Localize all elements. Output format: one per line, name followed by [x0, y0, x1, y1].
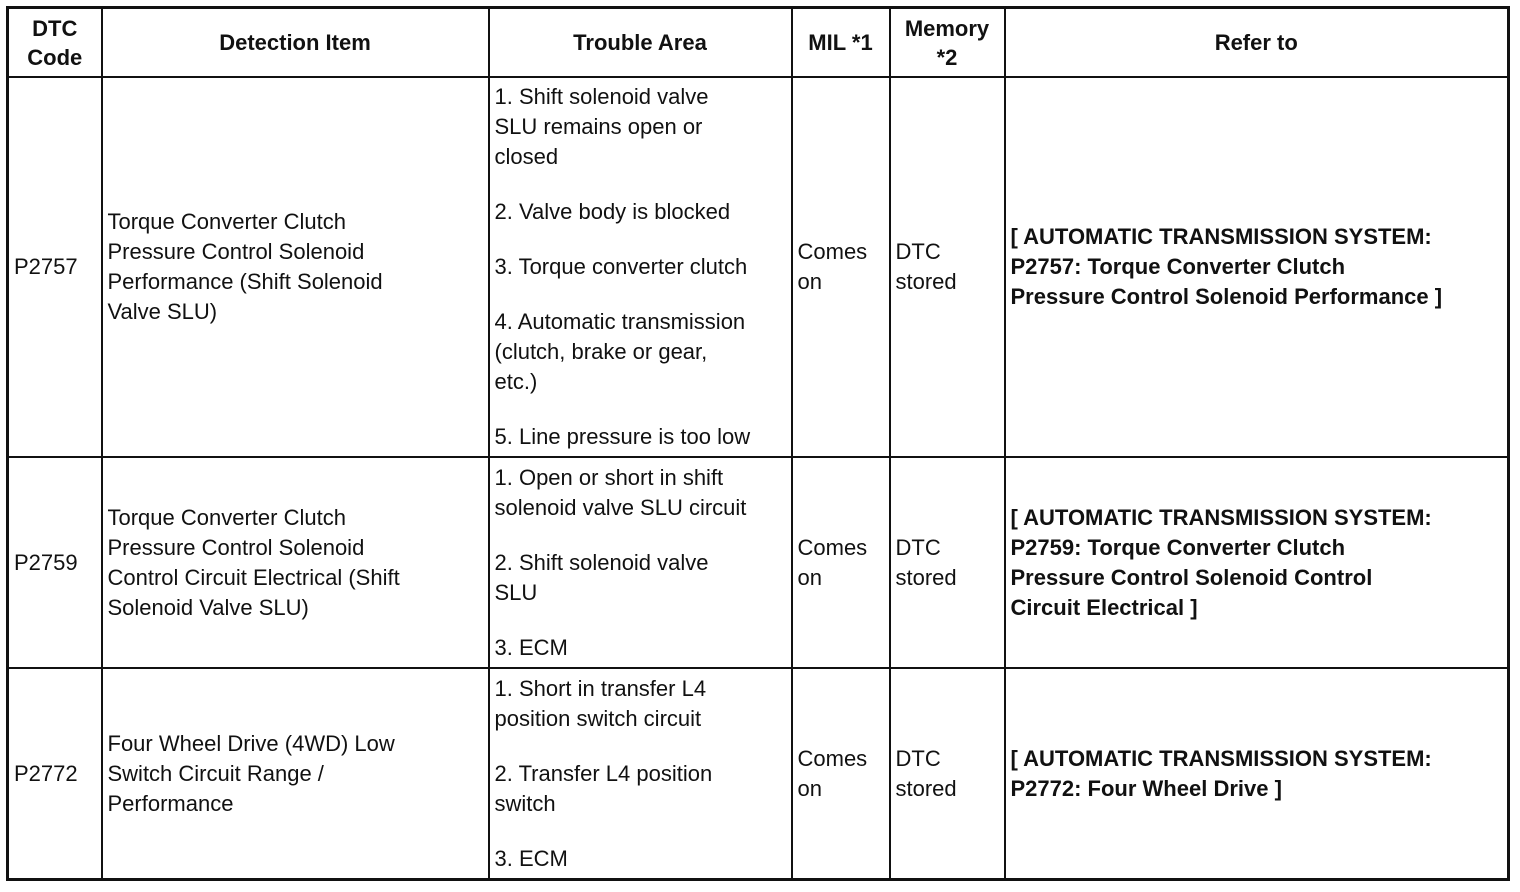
header-detection-item: Detection Item — [102, 8, 489, 78]
table-header-row — [8, 8, 1509, 78]
trouble-area-item: 3. Torque converter clutch — [494, 254, 748, 279]
trouble-area-item: 1. Short in transfer L4 position switch circuit — [494, 675, 707, 731]
dtc-code-cell: P2759 — [8, 457, 102, 668]
trouble-area-item: 2. Shift solenoid valve SLU — [494, 549, 709, 605]
trouble-area-cell — [489, 457, 792, 668]
table-row — [8, 668, 1509, 880]
trouble-area-item: 2. Valve body is blocked — [494, 199, 731, 224]
header-trouble-area: Trouble Area — [489, 8, 792, 78]
trouble-area-cell — [489, 77, 792, 457]
dtc-table — [6, 6, 1510, 881]
trouble-area-item: 3. ECM — [494, 634, 568, 660]
dtc-table-wrapper — [6, 6, 1510, 881]
dtc-code-cell: P2772 — [8, 668, 102, 880]
header-mil: MIL *1 — [792, 8, 890, 78]
trouble-area-list — [495, 674, 787, 874]
trouble-area-item: 4. Automatic transmission (clutch, brake or gear, etc.) — [494, 309, 746, 394]
mil-cell: Comes on — [792, 77, 890, 457]
table-row — [8, 457, 1509, 668]
header-refer-to: Refer to — [1005, 8, 1509, 78]
mil-cell: Comes on — [792, 457, 890, 668]
refer-to-link[interactable]: [ AUTOMATIC TRANSMISSION SYSTEM: P2772: Four Wheel Drive ] — [1005, 668, 1509, 880]
refer-to-link[interactable]: [ AUTOMATIC TRANSMISSION SYSTEM: P2757: Torque Converter Clutch Pressure Control Solenoid Performance ] — [1005, 77, 1509, 457]
detection-item-cell: Four Wheel Drive (4WD) Low Switch Circuit Range / Performance — [102, 668, 489, 880]
trouble-area-item: 3. ECM — [494, 845, 568, 871]
mil-cell: Comes on — [792, 668, 890, 880]
dtc-code-cell: P2757 — [8, 77, 102, 457]
trouble-area-list — [495, 463, 787, 663]
header-memory: Memory *2 — [890, 8, 1005, 78]
trouble-area-item: 5. Line pressure is too low — [494, 424, 751, 449]
trouble-area-cell — [489, 668, 792, 880]
table-row — [8, 77, 1509, 457]
memory-cell: DTC stored — [890, 77, 1005, 457]
trouble-area-item: 2. Transfer L4 position switch — [494, 760, 713, 816]
trouble-area-list — [495, 82, 787, 452]
trouble-area-item: 1. Open or short in shift solenoid valve SLU circuit — [494, 464, 747, 520]
memory-cell: DTC stored — [890, 457, 1005, 668]
detection-item-cell: Torque Converter Clutch Pressure Control Solenoid Performance (Shift Solenoid Valve SLU) — [102, 77, 489, 457]
trouble-area-item: 1. Shift solenoid valve SLU remains open or closed — [494, 84, 709, 169]
memory-cell: DTC stored — [890, 668, 1005, 880]
header-dtc-code: DTC Code — [8, 8, 102, 78]
refer-to-link[interactable]: [ AUTOMATIC TRANSMISSION SYSTEM: P2759: Torque Converter Clutch Pressure Control Solenoid Control Circuit Electrical ] — [1005, 457, 1509, 668]
detection-item-cell: Torque Converter Clutch Pressure Control Solenoid Control Circuit Electrical (Shift Solenoid Valve SLU) — [102, 457, 489, 668]
